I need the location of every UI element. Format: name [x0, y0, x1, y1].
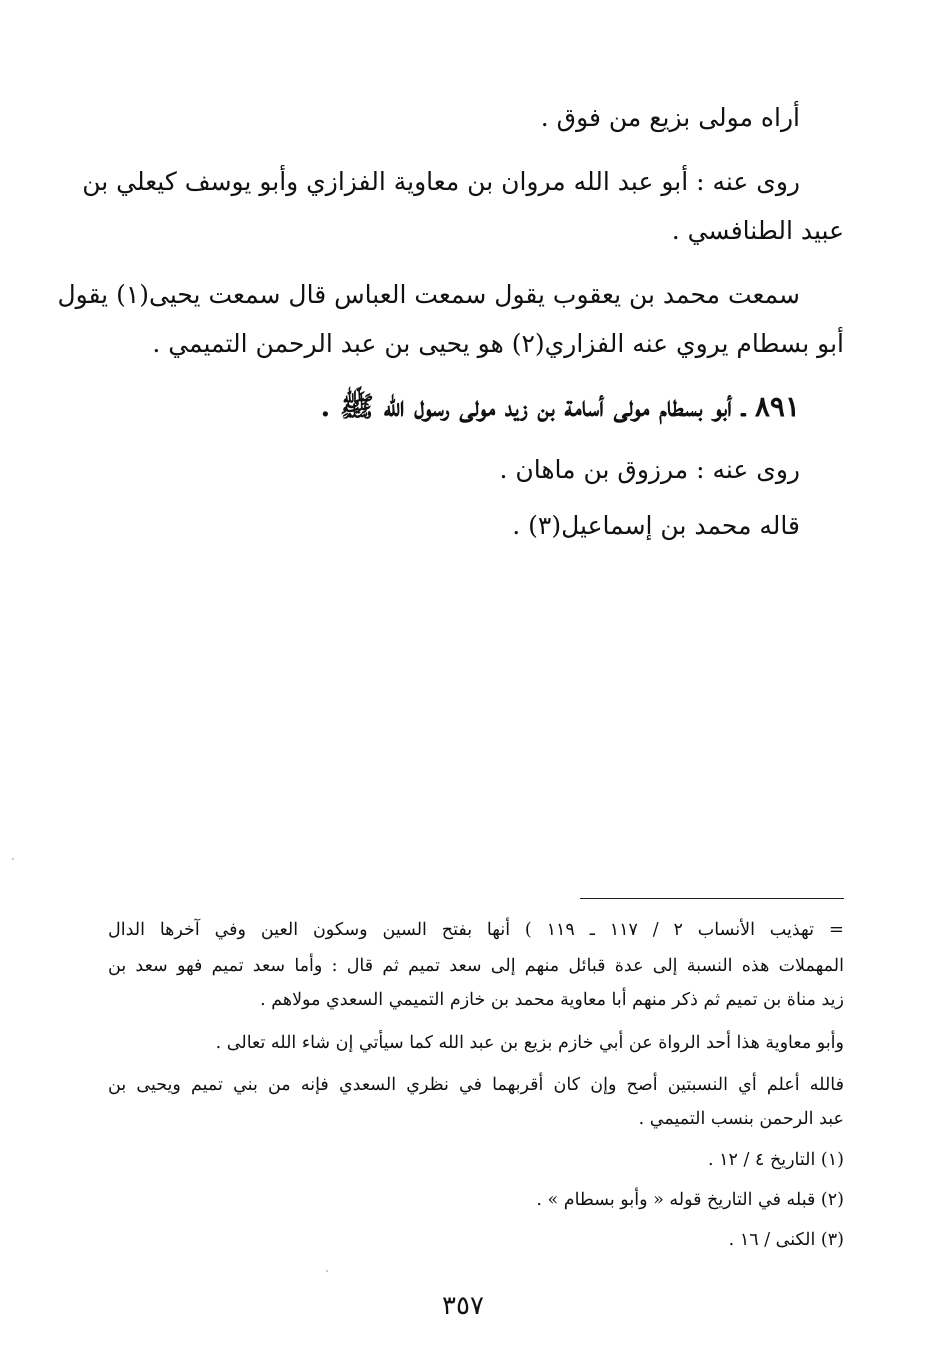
continuation-mark: = — [828, 919, 844, 940]
footnote-1: (١) التاريخ ٤ / ١٢ . — [707, 1150, 844, 1170]
text-line-7: قاله محمد بن إسماعيل(٣) . — [512, 511, 800, 540]
text-line-2: روى عنه : أبو عبد الله مروان بن معاوية الفزازي وأبو يوسف كيعلي بن — [82, 167, 800, 196]
entry-heading: ٨٩١ ـ أبو بسطام مولى أسامة بن زيد مولى رسول الله ﷺ . — [320, 390, 800, 423]
footnote-3: (٣) الكنى / ١٦ . — [728, 1230, 844, 1250]
footnote-continuation-line-5: فالله أعلم أي النسبتين أصح وإن كان أقربهما في نظري السعدي فإنه من بني تميم ويحيى بن — [108, 1075, 844, 1095]
footnote-continuation-line-4: وأبو معاوية هذا أحد الرواة عن أبي خازم بزيع بن عبد الله كما سيأتي إن شاء الله تعالى . — [215, 1033, 844, 1053]
footnote-continuation-line-3: زيد مناة بن تميم ثم ذكر منهم أبا معاوية محمد بن خازم التميمي السعدي مولاهم . — [260, 990, 844, 1010]
footnote-continuation-line-2: المهملات هذه النسبة إلى عدة قبائل منهم إلى سعد تميم ثم قال : وأما سعد تميم فهو سعد بن — [108, 956, 844, 976]
text-line-5: أبو بسطام يروي عنه الفزاري(٢) هو يحيى بن عبد الرحمن التميمي . — [152, 329, 844, 358]
footnote-2: (٢) قبله في التاريخ قوله « وأبو بسطام » . — [536, 1190, 844, 1210]
scan-speck — [12, 858, 14, 860]
text-line-6: روى عنه : مرزوق بن ماهان . — [499, 455, 800, 484]
footnote-continuation-line-6: عبد الرحمن بنسب التميمي . — [638, 1109, 844, 1129]
text-line-4: سمعت محمد بن يعقوب يقول سمعت العباس قال سمعت يحيى(١) يقول — [57, 280, 800, 309]
scan-speck — [326, 1270, 328, 1272]
page-number: ٣٥٧ — [442, 1291, 484, 1321]
text-line-3: عبيد الطنافسي . — [671, 216, 844, 245]
text-line-1: أراه مولى بزيع من فوق . — [540, 103, 800, 132]
footnote-continuation-line-1: تهذيب الأنساب ٢ / ١١٧ ـ ١١٩ ) أنها بفتح السين وسكون العين وفي آخرها الدال — [108, 920, 814, 940]
footnote-separator — [580, 898, 844, 899]
